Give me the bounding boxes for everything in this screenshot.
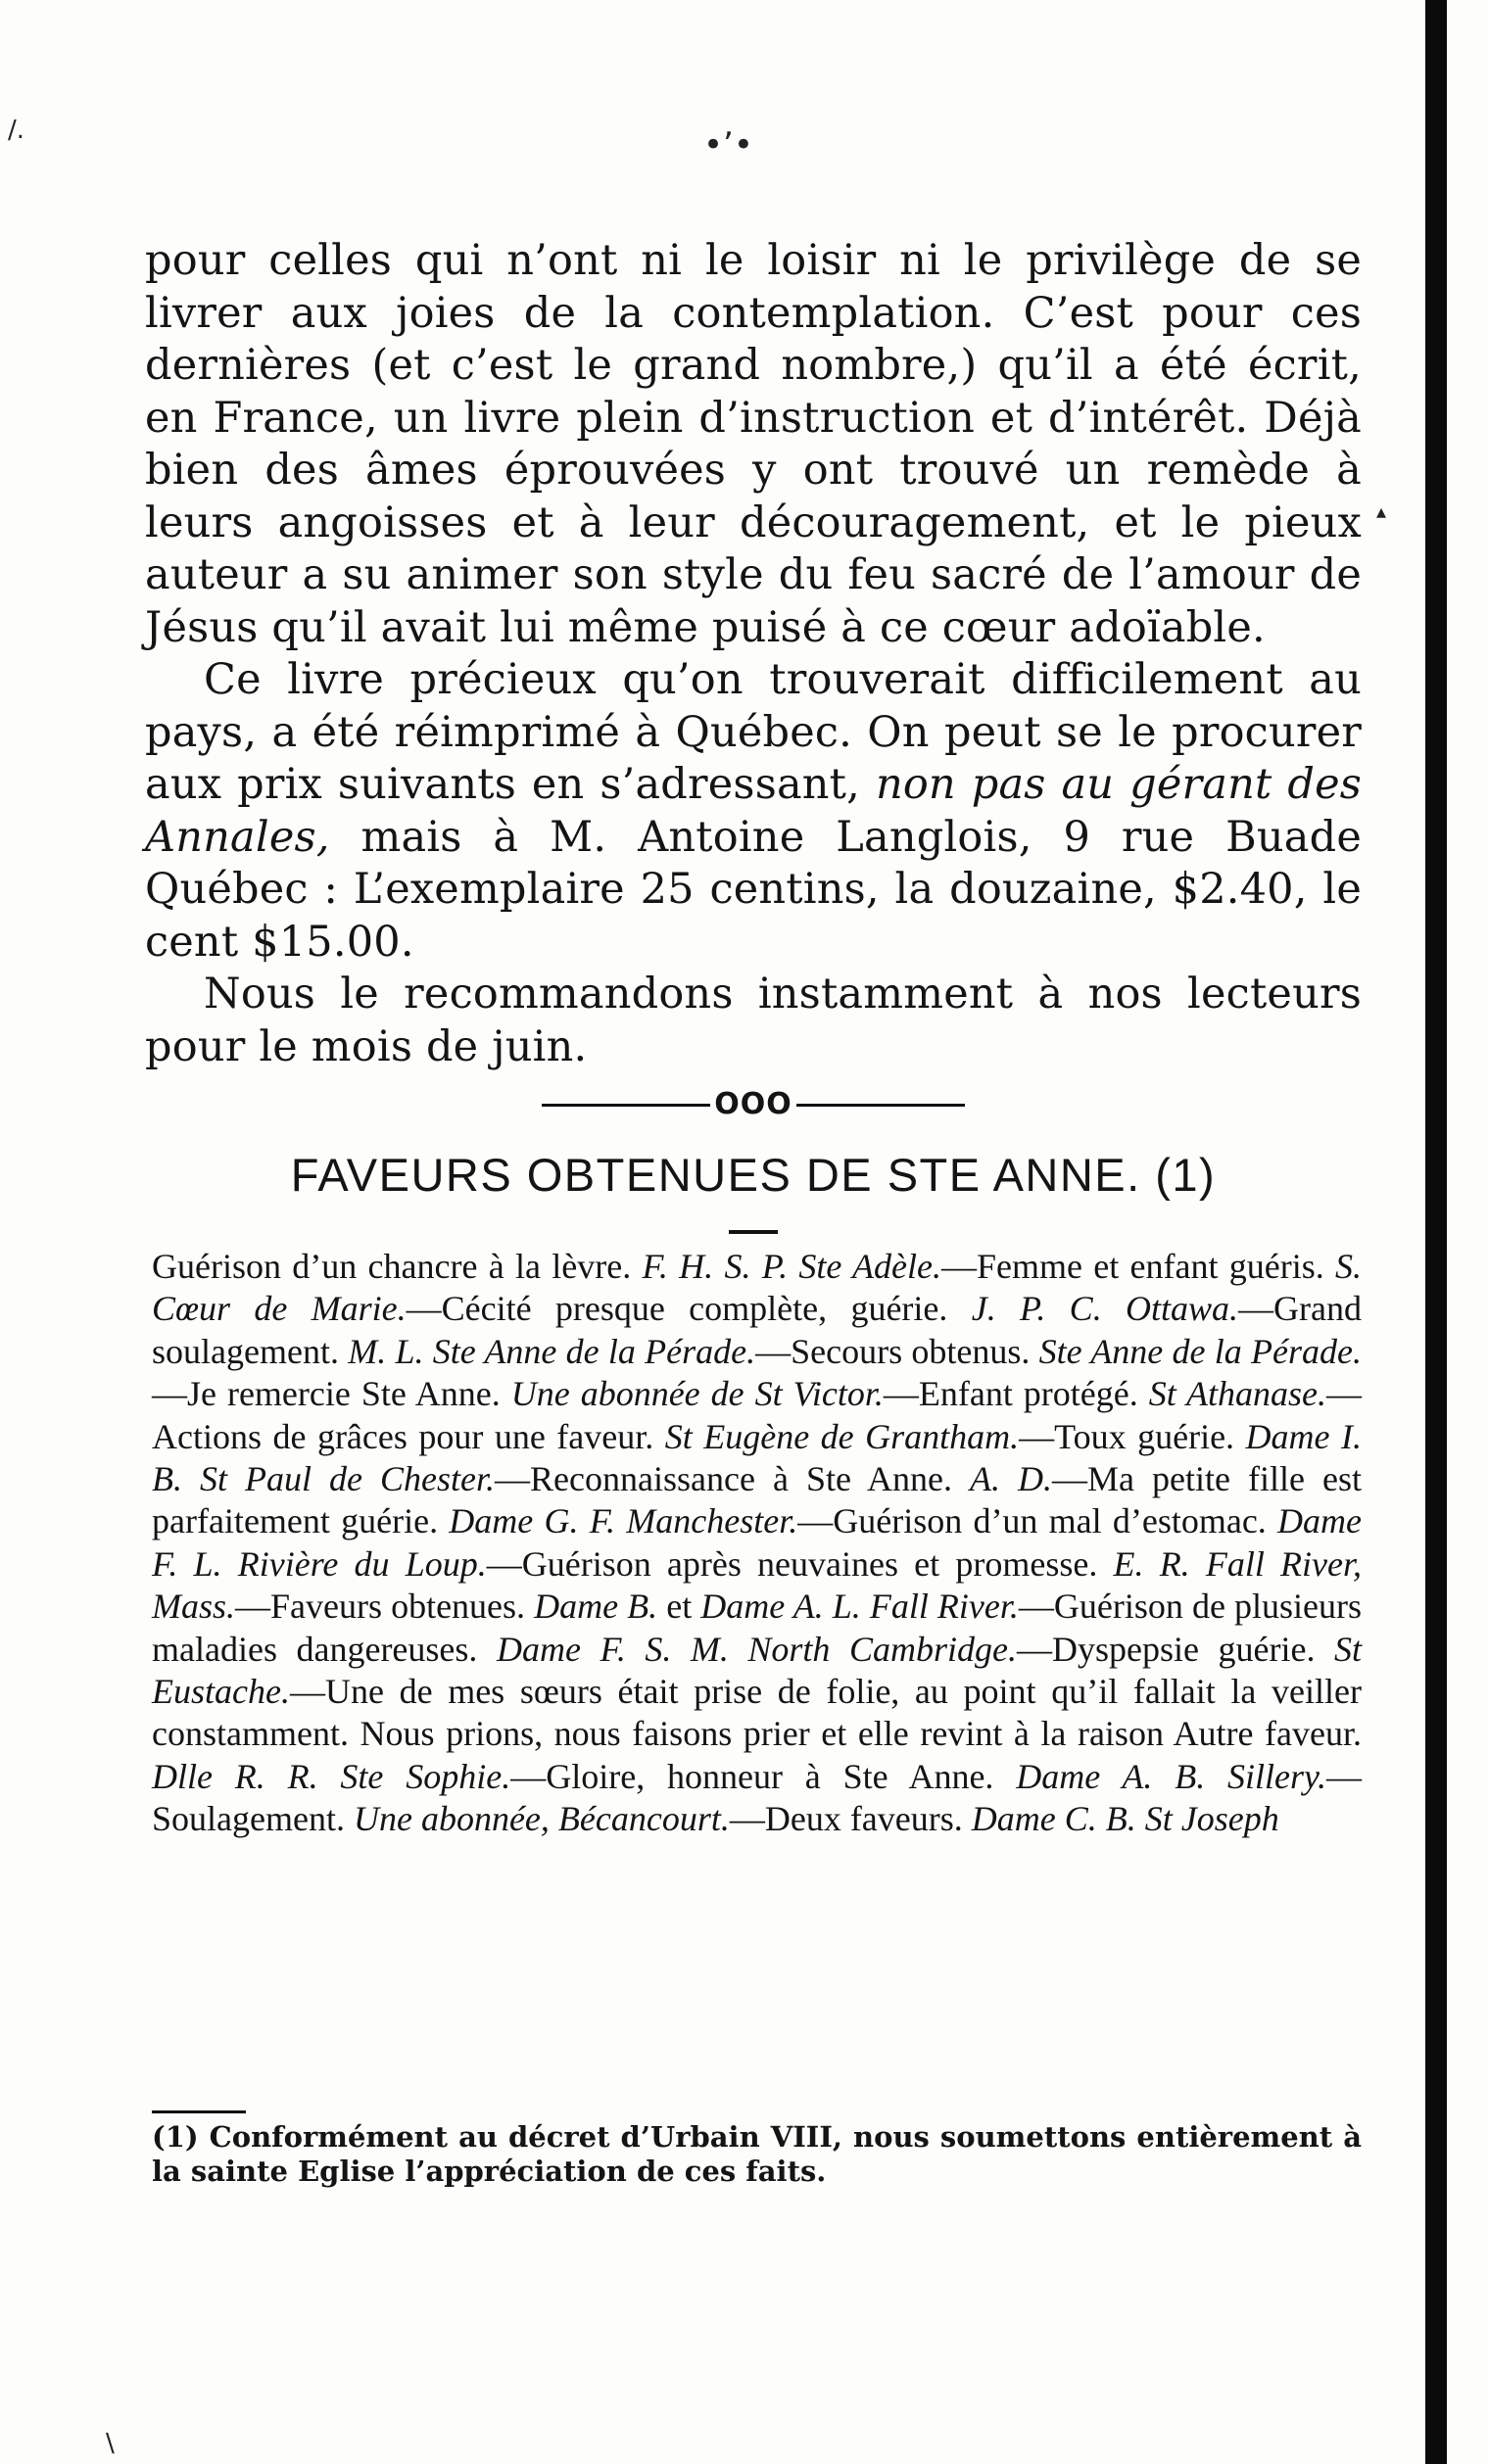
footnote-rule — [152, 2110, 246, 2113]
paragraph-2-end: mais à M. Antoine Langlois, 9 rue Buade Québec : L’exemplaire 25 centins, la douzaine, $2.40, le cent $15.00. — [145, 812, 1362, 967]
favor-source: M. L. Ste Anne de la Pérade. — [348, 1331, 756, 1371]
favor-text: —Faveurs obtenues. — [235, 1587, 535, 1627]
favor-source: St Athanase. — [1148, 1374, 1327, 1414]
favor-source: Dame A. B. Sillery. — [1016, 1756, 1327, 1796]
favor-source: J. P. C. Ottawa. — [971, 1289, 1239, 1329]
favor-text: —Femme et enfant guéris. — [940, 1247, 1336, 1286]
favor-source: Dame I. B. St Paul de Chester. — [152, 1416, 1362, 1499]
favor-text: —Actions de grâces pour une faveur. — [152, 1374, 1363, 1456]
favor-text: —Ma petite fille est parfaitement guérie. — [152, 1459, 1362, 1541]
favor-text: —Dyspepsie guérie. — [1016, 1629, 1334, 1669]
paragraph-2 — [145, 654, 1362, 969]
margin-mark: \ — [106, 2429, 115, 2458]
separator-line-left — [542, 1104, 710, 1107]
paragraph-1: pour celles qui n’ont ni le loisir ni le privilège de se livrer aux joies de la contemplation. C’est pour ces dernières (et c’est le grand nombre,) qu’il a été écrit, en France, un livre plein d’instruction et d’intérêt. Déjà bien des âmes éprouvées y ont trouvé un remède à leurs angoisses et à leur découragement, et le pieux auteur a su animer son style du feu sacré de l’amour de Jésus qu’il avait lui même puisé à ce cœur adoïable. — [145, 236, 1362, 652]
favor-text: —Guérison après neuvaines et promesse. — [486, 1543, 1114, 1584]
favor-source: Dame F. L. Rivière du Loup. — [152, 1501, 1363, 1584]
favor-text: —Grand soulagement. — [152, 1289, 1362, 1371]
favor-text: —Guérison d’un mal d’estomac. — [797, 1501, 1278, 1541]
favor-source: Dame B. — [534, 1587, 658, 1627]
favor-source: Dlle R. R. Ste Sophie. — [152, 1756, 511, 1796]
paragraph-3: Nous le recommandons instamment à nos lecteurs pour le mois de juin. — [145, 970, 1362, 1071]
favor-text: —Toux guérie. — [1019, 1416, 1246, 1456]
top-mark: •’• — [703, 125, 753, 165]
margin-mark: /. — [8, 116, 25, 145]
favor-text: —Une de mes sœurs était prise de folie, au point qu’il fallait la veiller constamment. Nous prions, nous faisons prier et elle revint à la raison Autre faveur. — [152, 1672, 1362, 1754]
favor-text: —Je remercie Ste Anne. — [152, 1374, 511, 1414]
margin-mark: ▴ — [1376, 499, 1387, 523]
paragraph-2-italic: non pas au gérant des Annales, — [145, 760, 1362, 862]
page-edge-bar — [1425, 0, 1447, 2464]
section-separator — [145, 1087, 1362, 1121]
paragraph-2-start: Ce livre précieux qu’on trouverait difficilement au pays, a été réimprimé à Québec. On peut se le procurer aux prix suivants en s’adressant, — [145, 655, 1362, 809]
favor-text: —Gloire, honneur à Ste Anne. — [510, 1756, 1017, 1796]
favor-source: St Eustache. — [152, 1629, 1362, 1712]
section-heading: FAVEURS OBTENUES DE STE ANNE. (1) — [290, 1149, 1217, 1201]
favor-source: Une abonnée, Bécancourt. — [353, 1799, 730, 1839]
favor-text: —Guérison de plusieurs maladies dangereuses. — [152, 1587, 1362, 1669]
favor-source: A. D. — [970, 1459, 1053, 1499]
favor-source: Dame G. F. Manchester. — [449, 1501, 798, 1541]
favor-text: —Enfant protégé. — [883, 1374, 1149, 1414]
favor-source: Dame F. S. M. North Cambridge. — [496, 1629, 1017, 1669]
favor-source: Dame A. L. Fall River. — [700, 1587, 1019, 1627]
favor-source: S. Cœur de Marie. — [152, 1247, 1363, 1329]
favor-text: —Reconnaissance à Ste Anne. — [495, 1459, 970, 1499]
favor-source: St Eugène de Grantham. — [664, 1416, 1020, 1456]
heading-rule — [729, 1230, 778, 1234]
favors-list — [152, 1246, 1362, 1841]
favor-text: —Deux faveurs. — [729, 1799, 972, 1839]
favor-text: et — [657, 1587, 701, 1627]
separator-text: OOO — [714, 1087, 792, 1121]
favor-text: —Soulagement. — [152, 1756, 1363, 1839]
favor-text: —Secours obtenus. — [755, 1331, 1039, 1371]
favor-source: Ste Anne de la Pérade. — [1038, 1331, 1363, 1371]
favor-text: Guérison d’un chancre à la lèvre. — [152, 1247, 643, 1286]
separator-line-right — [796, 1104, 965, 1107]
favor-source: E. R. Fall River, Mass. — [152, 1543, 1363, 1627]
favor-source: Dame C. B. St Joseph — [971, 1799, 1279, 1839]
favor-text: —Cécité presque complète, guérie. — [406, 1289, 972, 1329]
favor-source: F. H. S. P. Ste Adèle. — [642, 1247, 941, 1286]
footnote — [152, 2120, 1362, 2189]
main-text — [145, 235, 1362, 1073]
footnote-text: (1) Conformément au décret d’Urbain VIII, nous soumettons entièrement à la sainte Eglise l’appréciation de ces faits. — [152, 2120, 1362, 2188]
favor-source: Une abonnée de St Victor. — [510, 1374, 884, 1414]
